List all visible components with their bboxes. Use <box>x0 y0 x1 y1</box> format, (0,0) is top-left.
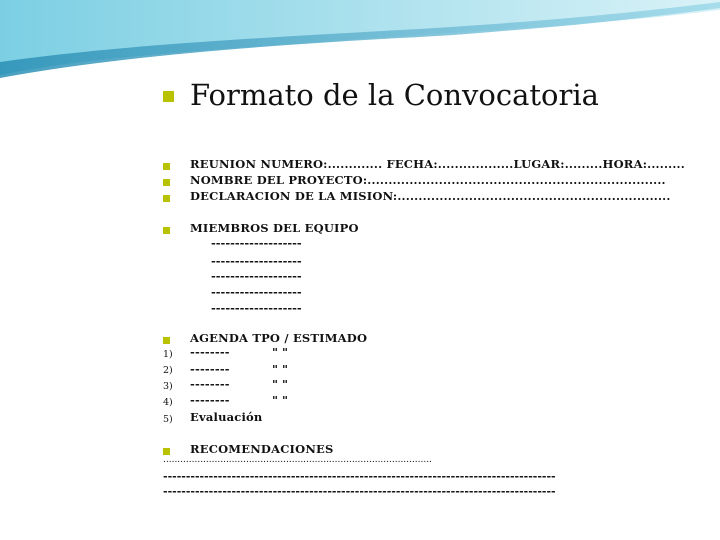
team-member-line: ------------------- <box>211 285 302 299</box>
agenda-item-ditto: " " <box>272 362 288 376</box>
bullet-icon <box>163 337 170 344</box>
agenda-item-text: -------- <box>190 393 230 407</box>
agenda-item-ditto: " " <box>272 377 288 391</box>
agenda-item-number: 1) <box>163 349 173 360</box>
team-member-line: ------------------- <box>211 236 302 250</box>
agenda-item-number: 3) <box>163 381 173 392</box>
recommendations-line: .............................................................................................. <box>163 455 432 465</box>
mision-field: DECLARACION DE LA MISION:................................................................. <box>190 189 671 203</box>
recommendations-heading: RECOMENDACIONES <box>190 442 334 456</box>
recommendations-line: -------------------------------------------------------------------------------------- <box>163 485 556 498</box>
team-member-line: ------------------- <box>211 301 302 315</box>
page-title: Formato de la Convocatoria <box>190 78 599 112</box>
bullet-icon <box>163 227 170 234</box>
team-member-line: ------------------- <box>211 269 302 283</box>
team-member-line: ------------------- <box>211 254 302 268</box>
agenda-item-number: 2) <box>163 365 173 376</box>
agenda-item-number: 5) <box>163 414 173 425</box>
agenda-item-text: -------- <box>190 377 230 391</box>
bullet-icon <box>163 179 170 186</box>
reunion-field: REUNION NUMERO:............. FECHA:..................LUGAR:.........HORA:......... <box>190 157 685 171</box>
agenda-item-text: Evaluación <box>190 410 263 424</box>
bullet-icon <box>163 448 170 455</box>
bullet-icon <box>163 195 170 202</box>
team-heading: MIEMBROS DEL EQUIPO <box>190 221 359 235</box>
agenda-heading: AGENDA TPO / ESTIMADO <box>190 331 368 345</box>
agenda-item-text: -------- <box>190 345 230 359</box>
agenda-item-ditto: " " <box>272 345 288 359</box>
header-wave-decoration <box>0 0 720 90</box>
bullet-icon <box>163 163 170 170</box>
agenda-item-ditto: " " <box>272 393 288 407</box>
agenda-item-text: -------- <box>190 362 230 376</box>
recommendations-line: -------------------------------------------------------------------------------------- <box>163 470 556 483</box>
proyecto-field: NOMBRE DEL PROYECTO:....................................................................... <box>190 173 666 187</box>
agenda-item-number: 4) <box>163 397 173 408</box>
title-bullet-icon <box>163 91 174 102</box>
